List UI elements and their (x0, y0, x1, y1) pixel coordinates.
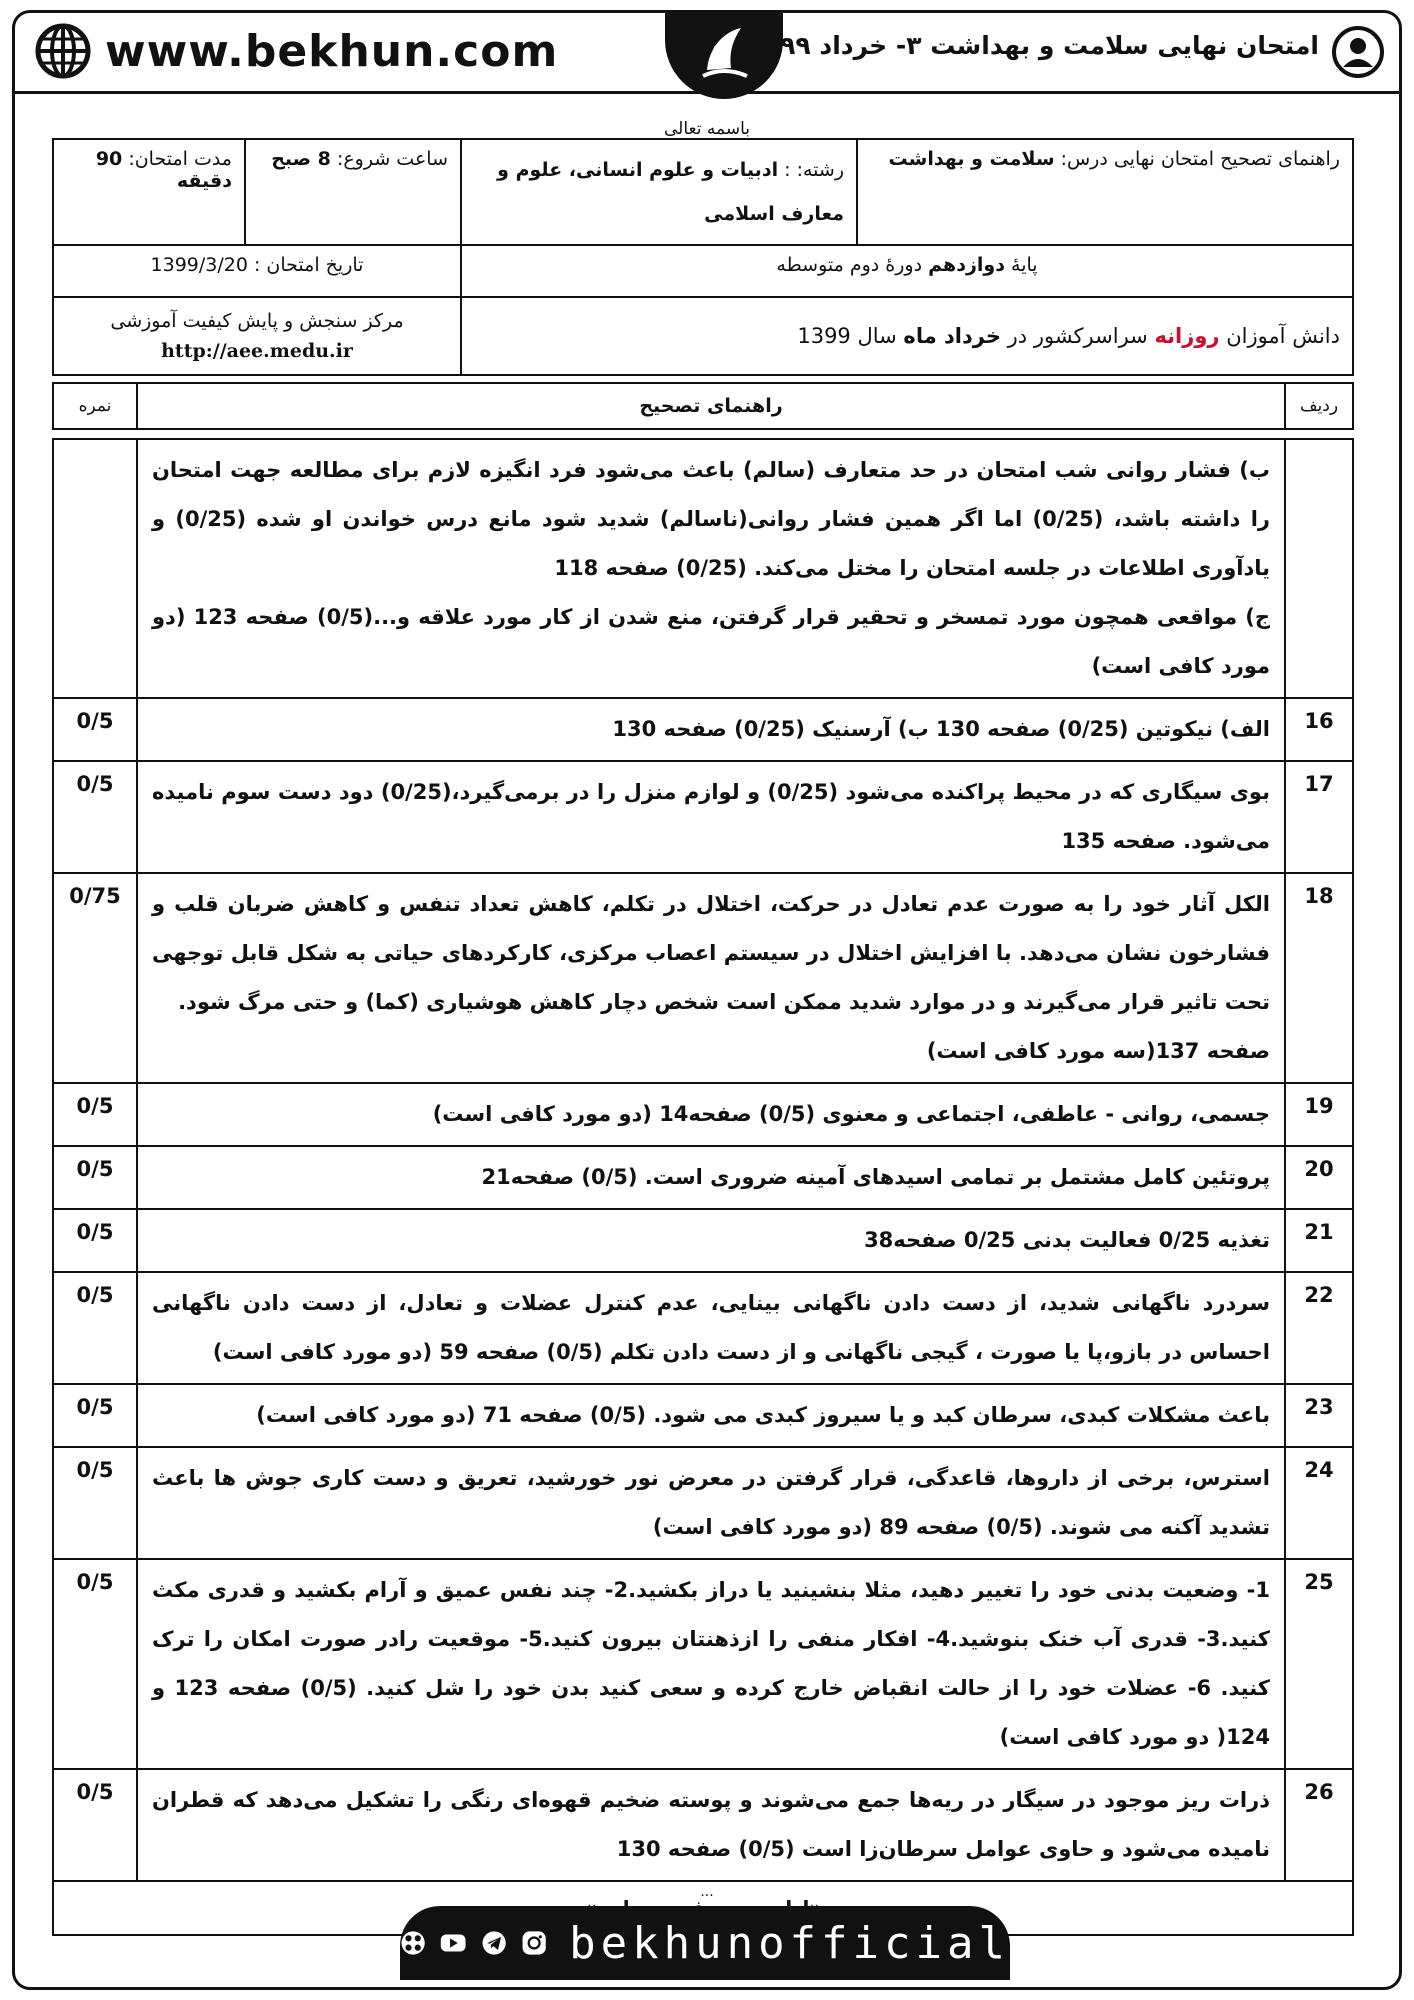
duration-cell (53, 139, 245, 245)
duration-value: 90 دقیقه (95, 148, 232, 192)
page-dots: ... (700, 1884, 714, 1900)
answer-text: پروتئین کامل مشتمل بر تمامی اسیدهای آمینه ضروری است. (0/5) صفحه21 (481, 1165, 1270, 1189)
header-score: نمره (53, 383, 137, 429)
table-row (53, 1559, 1353, 1769)
date-cell (53, 245, 461, 297)
table-row (53, 439, 1353, 698)
center-name: مرکز سنجش و پایش کیفیت آموزشی (110, 310, 404, 332)
grade-cell (461, 245, 1353, 297)
answer-text-extra: صفحه 137(سه مورد کافی است) (926, 1039, 1270, 1063)
site-link[interactable] (35, 23, 558, 79)
row-score: 0/5 (53, 761, 137, 873)
page-header (15, 13, 1399, 94)
students-month: خرداد ماه (903, 324, 1001, 348)
start-label: ساعت شروع: (336, 148, 448, 170)
students-daily: روزانه (1154, 324, 1220, 348)
exam-info-table (52, 138, 1354, 376)
answer-text-cell (137, 1272, 1285, 1384)
answer-text-cell (137, 761, 1285, 873)
exam-date: تاریخ امتحان : 1399/3/20 (150, 254, 364, 276)
youtube-icon[interactable] (440, 1926, 466, 1960)
answer-text: 1- وضعیت بدنی خود را تغییر دهید، مثلا بنشینید یا دراز بکشید.2- چند نفس عمیق و آرام بکشید و قدری مکث کنید.3- قدری آب خنک بنوشید.4- افکار منفی را ازذهنتان بیرون کنید.5- موقعیت رادر صورت امکان را ترک کنید. 6- عضلات خود را از حالت انقباض خارج کرده و سعی کنید بدن خود را شل کنید. (0/5) صفحه 123 و 124( دو مورد کافی است) (152, 1578, 1271, 1749)
row-number: 21 (1285, 1209, 1353, 1272)
center-url[interactable]: http://aee.medu.ir (161, 340, 353, 362)
answer-text: الف) نیکوتین (0/25) صفحه 130 ب) آرسنیک (0/25) صفحه 130 (612, 717, 1270, 741)
row-score: 0/5 (53, 1083, 137, 1146)
exam-title: امتحان نهایی سلامت و بهداشت ۳- خرداد ۹۹ (780, 31, 1319, 60)
center-cell (53, 297, 461, 375)
row-number: 18 (1285, 873, 1353, 1083)
table-row (53, 1146, 1353, 1209)
row-score: 0/5 (53, 698, 137, 761)
students-prefix: دانش آموزان (1226, 324, 1340, 348)
answer-text-extra: ج) مواقعی همچون مورد تمسخر و تحقیر قرار گرفتن، منع شدن از کار مورد علاقه و...(0/5) صفحه 123 (دو مورد کافی است) (152, 605, 1270, 678)
social-handle: bekhunofficial (569, 1917, 1010, 1969)
row-number: 24 (1285, 1447, 1353, 1559)
table-row (53, 1272, 1353, 1384)
answer-text-cell (137, 698, 1285, 761)
students-cell (461, 297, 1353, 375)
row-score: 0/5 (53, 1272, 137, 1384)
row-score: 0/5 (53, 1384, 137, 1447)
answer-text: باعث مشکلات کبدی، سرطان کبد و یا سیروز کبدی می شود. (0/5) صفحه 71 (دو مورد کافی است) (256, 1403, 1270, 1427)
row-score: 0/5 (53, 1146, 137, 1209)
social-bar (400, 1906, 1010, 1980)
row-number: 19 (1285, 1083, 1353, 1146)
telegram-icon[interactable] (481, 1926, 507, 1960)
answer-text-cell (137, 1447, 1285, 1559)
course-label: راهنمای تصحیح امتحان نهایی درس: (1060, 148, 1340, 170)
table-row (53, 1447, 1353, 1559)
row-number: 25 (1285, 1559, 1353, 1769)
row-number: 22 (1285, 1272, 1353, 1384)
globe-icon (35, 23, 91, 79)
answer-text: تغذیه 0/25 فعالیت بدنی 0/25 صفحه38 (864, 1228, 1270, 1252)
answer-text-cell (137, 1769, 1285, 1881)
row-score: 0/5 (53, 1209, 137, 1272)
field-cell (461, 139, 857, 245)
row-number: 23 (1285, 1384, 1353, 1447)
row-number: 16 (1285, 698, 1353, 761)
answer-text: بوی سیگاری که در محیط پراکنده می‌شود (0/25) و لوازم منزل را در برمی‌گیرد،(0/25) دود دست سوم نامیده می‌شود. صفحه 135 (152, 780, 1270, 853)
answer-text-cell (137, 1083, 1285, 1146)
grade-value: دوازدهم (928, 254, 1005, 276)
answer-key-table (52, 382, 1354, 1936)
table-row (53, 1209, 1353, 1272)
answer-text-cell (137, 1146, 1285, 1209)
answer-text-cell (137, 1559, 1285, 1769)
row-number: 17 (1285, 761, 1353, 873)
course-name: سلامت و بهداشت (888, 148, 1055, 170)
answer-text: سردرد ناگهانی شدید، از دست دادن ناگهانی بینایی، عدم کنترل عضلات و تعادل، از دست دادن ناگهانی احساس در بازو،پا یا صورت ، گیجی ناگهانی و از دست دادن تکلم (0/5) صفحه 59 (دو مورد کافی است) (152, 1291, 1270, 1364)
answer-text: ب) فشار روانی شب امتحان در حد متعارف (سالم) باعث می‌شود فرد انگیزه لازم برای مطالعه جهت امتحان را داشته باشد، (0/25) اما اگر همین فشار روانی(ناسالم) شدید شود مانع درس خواندن او شده (0/25) و یادآوری اطلاعات در جلسه امتحان را مختل می‌کند. (0/25) صفحه 118 (152, 458, 1270, 580)
row-score (53, 439, 137, 698)
answer-rows (53, 439, 1353, 1881)
course-cell (857, 139, 1353, 245)
start-time: 8 صبح (271, 148, 331, 170)
answer-text: جسمی، روانی - عاطفی، اجتماعی و معنوی (0/5) صفحه14 (دو مورد کافی است) (432, 1102, 1270, 1126)
blessing-text: باسمه تعالی (664, 119, 750, 139)
answer-text-cell (137, 1384, 1285, 1447)
row-number (1285, 439, 1353, 698)
row-number: 20 (1285, 1146, 1353, 1209)
row-score: 0/5 (53, 1447, 137, 1559)
answer-text-cell (137, 873, 1285, 1083)
table-row (53, 761, 1353, 873)
field-name: ادبیات و علوم انسانی، علوم و معارف اسلامی (497, 159, 844, 225)
students-mid: سراسرکشور در (1007, 324, 1148, 348)
logo-mark-icon (689, 18, 759, 88)
row-number: 26 (1285, 1769, 1353, 1881)
table-row (53, 1384, 1353, 1447)
duration-label: مدت امتحان: (128, 148, 232, 170)
answer-text-cell (137, 1209, 1285, 1272)
table-row (53, 698, 1353, 761)
row-score: 0/5 (53, 1559, 137, 1769)
start-cell (245, 139, 461, 245)
answer-text: الکل آثار خود را به صورت عدم تعادل در حرکت، اختلال در تکلم، کاهش تعداد تنفس و کاهش ضربان قلب و فشارخون نشان می‌دهد. با افزایش اختلال در سیستم اعصاب مرکزی، کارکردهای حیاتی به شکل قابل توجهی تحت تاثیر قرار می‌گیرند و در موارد شدید ممکن است شخص دچار کاهش هوشیاری (کما) و حتی مرگ شود. (152, 892, 1270, 1014)
students-year: سال 1399 (797, 324, 897, 348)
row-score: 0/5 (53, 1769, 137, 1881)
field-label: رشته: : (784, 159, 844, 181)
row-score: 0/75 (53, 873, 137, 1083)
grade-suffix: دورهٔ دوم متوسطه (776, 254, 923, 276)
table-row (53, 873, 1353, 1083)
aparat-icon[interactable] (400, 1926, 426, 1960)
grade-prefix: پایهٔ (1011, 254, 1038, 276)
answer-text: ذرات ریز موجود در سیگار در ریه‌ها جمع می‌شوند و پوسته ضخیم قهوه‌ای رنگی را تشکیل می‌دهد که قطران نامیده می‌شود و حاوی عوامل سرطان‌زا است (0/5) صفحه 130 (152, 1788, 1270, 1861)
header-row-number: ردیف (1285, 383, 1353, 429)
table-row (53, 1083, 1353, 1146)
user-icon[interactable] (1331, 25, 1385, 79)
table-row (53, 1769, 1353, 1881)
bekhun-logo (665, 10, 783, 99)
instagram-icon[interactable] (521, 1926, 547, 1960)
table-header-row (53, 383, 1353, 429)
site-url: www.bekhun.com (105, 25, 559, 77)
answer-text: استرس، برخی از داروها، قاعدگی، قرار گرفتن در معرض نور خورشید، تعریق و دست کاری جوش ها باعث تشدید آکنه می شوند. (0/5) صفحه 89 (دو مورد کافی است) (152, 1466, 1270, 1539)
header-guide: راهنمای تصحیح (137, 383, 1285, 429)
answer-text-cell (137, 439, 1285, 698)
